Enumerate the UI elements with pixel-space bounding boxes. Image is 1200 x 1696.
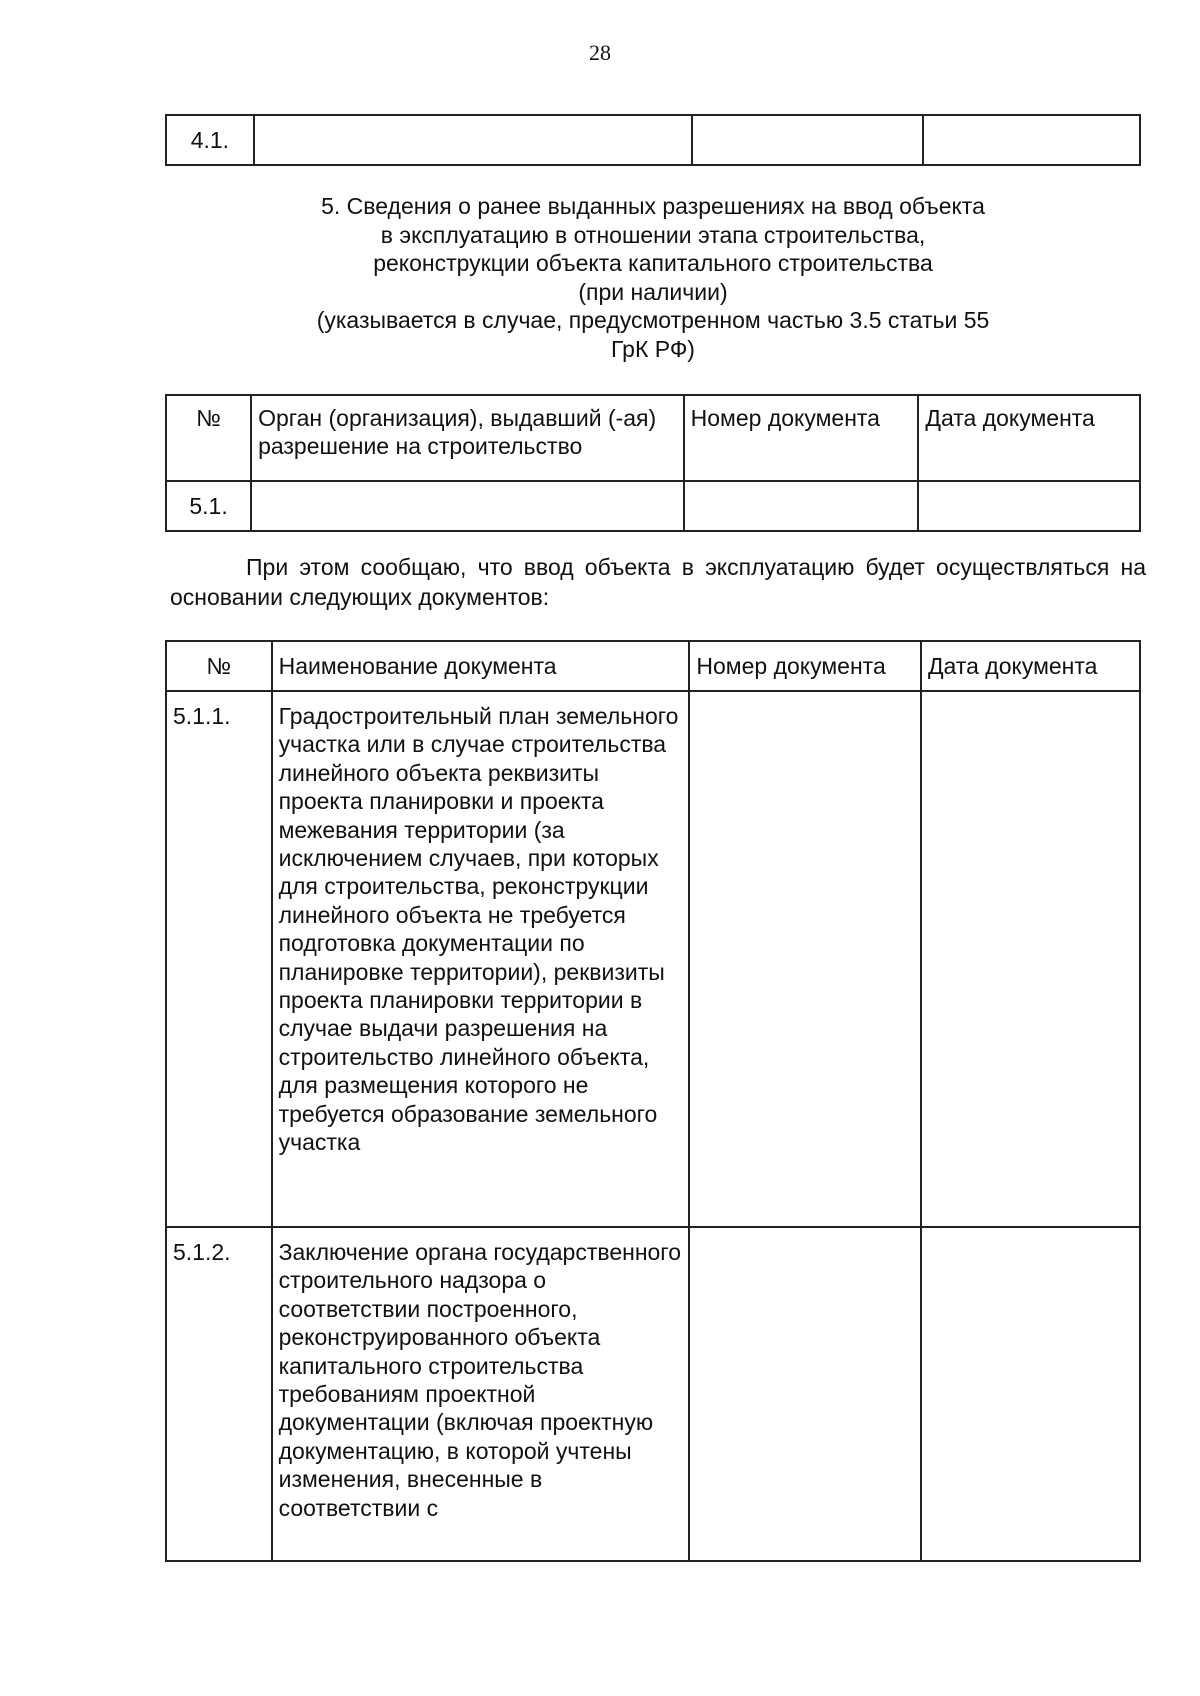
row-number: 4.1. [166, 115, 254, 165]
row-number: 5.1. [166, 481, 251, 531]
table-header-row [166, 395, 1140, 481]
doc-name-cell: Градостроительный план земельного участка или в случае строительства линейного объекта реквизиты проекта планировки и проекта межевания территории (за исключением случаев, при которых для строительства, реконструкции линейного объекта не требуется подготовка документации по планировке территории), реквизиты проекта планировки территории в случае выдачи разрешения на строительство линейного объекта, для размещения которого не требуется образование земельного участка [272, 691, 690, 1227]
body-paragraph: При этом сообщаю, что ввод объекта в эксплуатацию будет осуществляться на основании следующих документов: [170, 554, 1146, 610]
page-number: 28 [589, 40, 611, 65]
doc-name-cell: Заключение органа государственного строительного надзора о соответствии построенного, реконструированного объекта капитального строительства требованиям проектной документации (включая проектную документацию, в которой учтены изменения, внесенные в соответствии с [272, 1227, 690, 1561]
header-authority: Орган (организация), выдавший (-ая) разрешение на строительство [251, 395, 684, 481]
row-number: 5.1.1. [166, 691, 272, 1227]
section-5-heading: 5. Сведения о ранее выданных разрешениях на ввод объекта в эксплуатацию в отношении этапа строительства, реконструкции объекта капитального строительства (при наличии) (указывается в случае, предусмотренном частью 3.5 статьи 55 ГрК РФ) [316, 193, 990, 362]
table-documents [165, 640, 1141, 1562]
table-cell [918, 481, 1140, 531]
doc-date-cell [921, 1227, 1140, 1561]
table-cell [251, 481, 684, 531]
table-cell [692, 115, 923, 165]
doc-date-cell [921, 691, 1140, 1227]
table-cell [684, 481, 919, 531]
table-row [166, 115, 1140, 165]
header-doc-number: Номер документа [684, 395, 919, 481]
table-5-permits [165, 394, 1141, 532]
header-doc-number: Номер документа [689, 641, 921, 691]
table-cell [254, 115, 692, 165]
table-4 [165, 114, 1141, 166]
header-doc-date: Дата документа [921, 641, 1140, 691]
table-row [166, 691, 1140, 1227]
doc-number-cell [689, 1227, 921, 1561]
header-number: № [166, 395, 251, 481]
table-header-row [166, 641, 1140, 691]
header-doc-name: Наименование документа [272, 641, 690, 691]
header-number: № [166, 641, 272, 691]
row-number: 5.1.2. [166, 1227, 272, 1561]
header-doc-date: Дата документа [918, 395, 1140, 481]
table-row [166, 1227, 1140, 1561]
doc-number-cell [689, 691, 921, 1227]
table-cell [923, 115, 1140, 165]
table-row [166, 481, 1140, 531]
